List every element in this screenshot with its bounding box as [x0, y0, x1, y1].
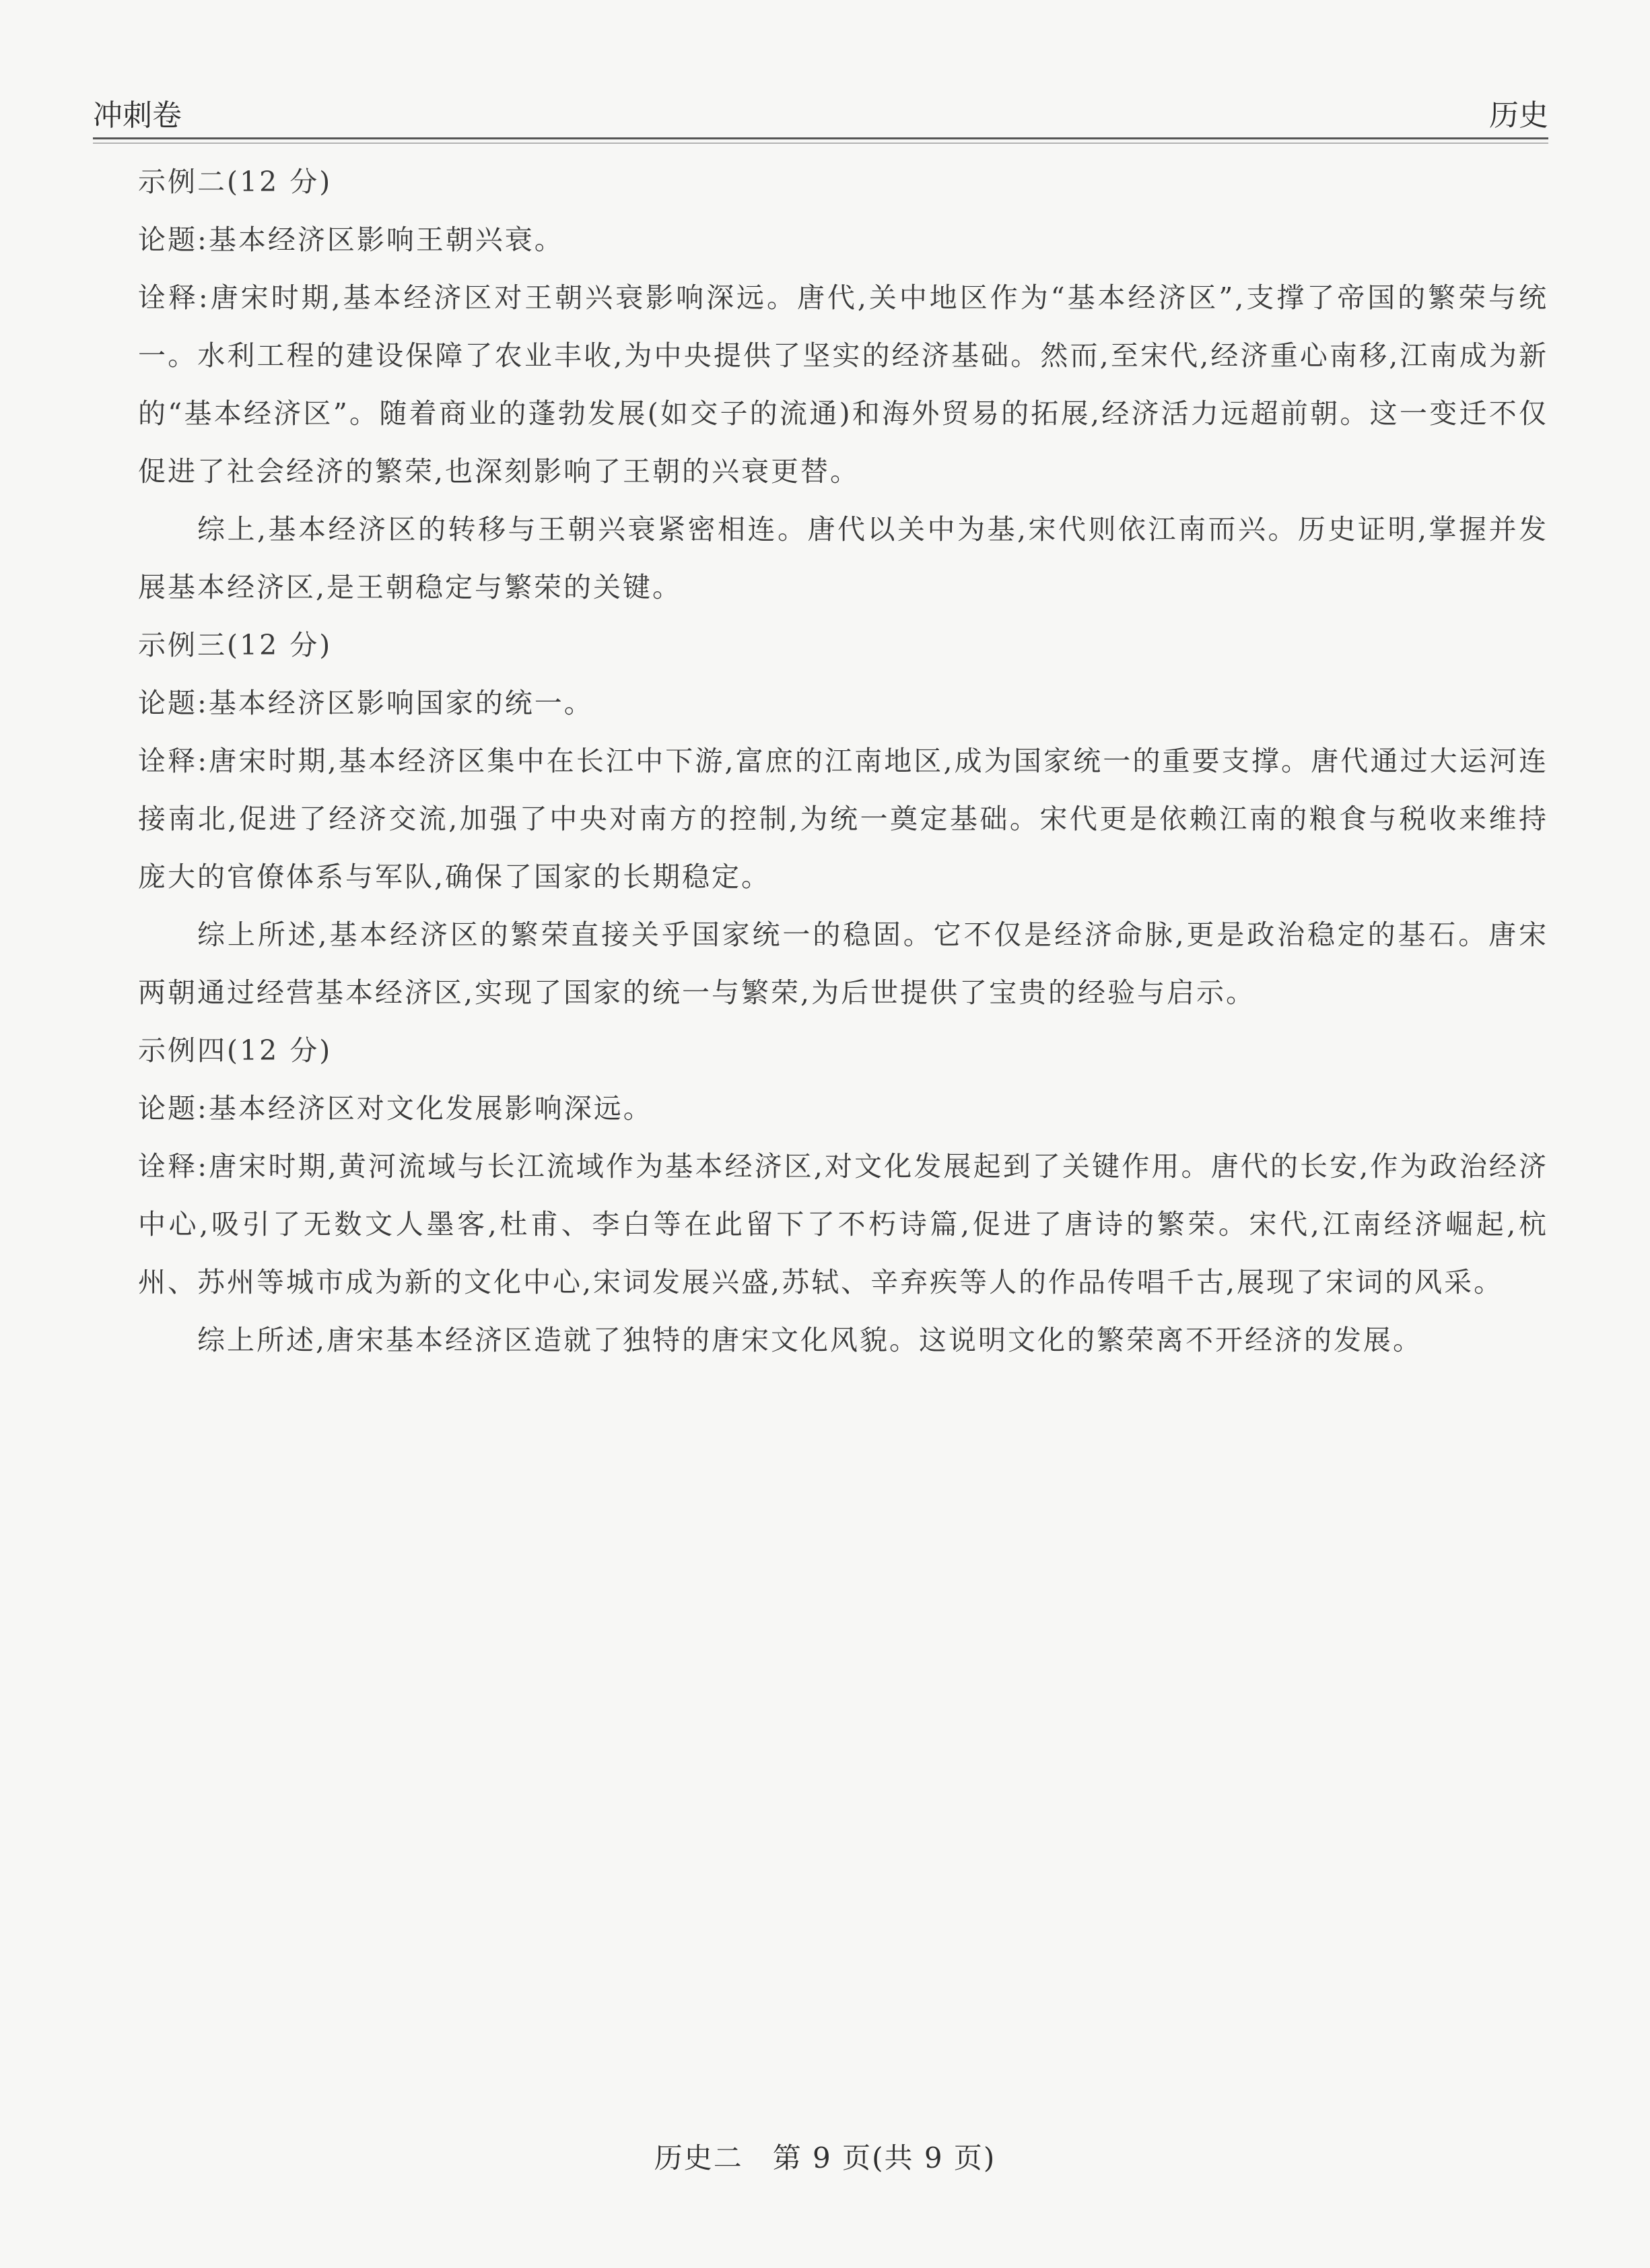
example-conclusion: 综上所述,唐宋基本经济区造就了独特的唐宋文化风貌。这说明文化的繁荣离不开经济的发展。	[197, 1324, 1423, 1356]
example-four	[138, 1022, 1548, 1369]
example-heading: 示例三(12 分)	[138, 629, 333, 661]
example-explanation: 诠释:唐宋时期,黄河流域与长江流域作为基本经济区,对文化发展起到了关键作用。唐代的长安,作为政治经济中心,吸引了无数文人墨客,杜甫、李白等在此留下了不朽诗篇,促进了唐诗的繁荣。宋代,江南经济崛起,杭州、苏州等城市成为新的文化中心,宋词发展兴盛,苏轼、辛弃疾等人的作品传唱千古,展现了宋词的风采。	[138, 1150, 1548, 1298]
example-thesis: 论题:基本经济区对文化发展影响深远。	[138, 1092, 653, 1125]
header-series-label: 冲刺卷	[93, 98, 182, 133]
page-header	[93, 93, 1548, 140]
example-three	[138, 616, 1548, 1022]
answer-content	[138, 153, 1548, 1369]
example-heading: 示例二(12 分)	[138, 166, 333, 198]
example-thesis: 论题:基本经济区影响王朝兴衰。	[138, 224, 564, 256]
example-heading: 示例四(12 分)	[138, 1034, 333, 1067]
example-two	[138, 153, 1548, 616]
header-divider	[93, 137, 1548, 139]
example-conclusion: 综上,基本经济区的转移与王朝兴衰紧密相连。唐代以关中为基,宋代则依江南而兴。历史证明,掌握并发展基本经济区,是王朝稳定与繁荣的关键。	[138, 513, 1548, 603]
example-explanation: 诠释:唐宋时期,基本经济区集中在长江中下游,富庶的江南地区,成为国家统一的重要支撑。唐代通过大运河连接南北,促进了经济交流,加强了中央对南方的控制,为统一奠定基础。宋代更是依赖江南的粮食与税收来维持庞大的官僚体系与军队,确保了国家的长期稳定。	[138, 745, 1548, 893]
example-thesis: 论题:基本经济区影响国家的统一。	[138, 687, 594, 719]
example-conclusion: 综上所述,基本经济区的繁荣直接关乎国家统一的稳固。它不仅是经济命脉,更是政治稳定的基石。唐宋两朝通过经营基本经济区,实现了国家的统一与繁荣,为后世提供了宝贵的经验与启示。	[138, 919, 1548, 1009]
example-explanation: 诠释:唐宋时期,基本经济区对王朝兴衰影响深远。唐代,关中地区作为“基本经济区”,支撑了帝国的繁荣与统一。水利工程的建设保障了农业丰收,为中央提供了坚实的经济基础。然而,至宋代,经济重心南移,江南成为新的“基本经济区”。随着商业的蓬勃发展(如交子的流通)和海外贸易的拓展,经济活力远超前朝。这一变迁不仅促进了社会经济的繁荣,也深刻影响了王朝的兴衰更替。	[138, 281, 1548, 488]
page-footer: 历史二 第 9 页(共 9 页)	[654, 2141, 996, 2174]
header-subject-label: 历史	[1489, 98, 1548, 133]
